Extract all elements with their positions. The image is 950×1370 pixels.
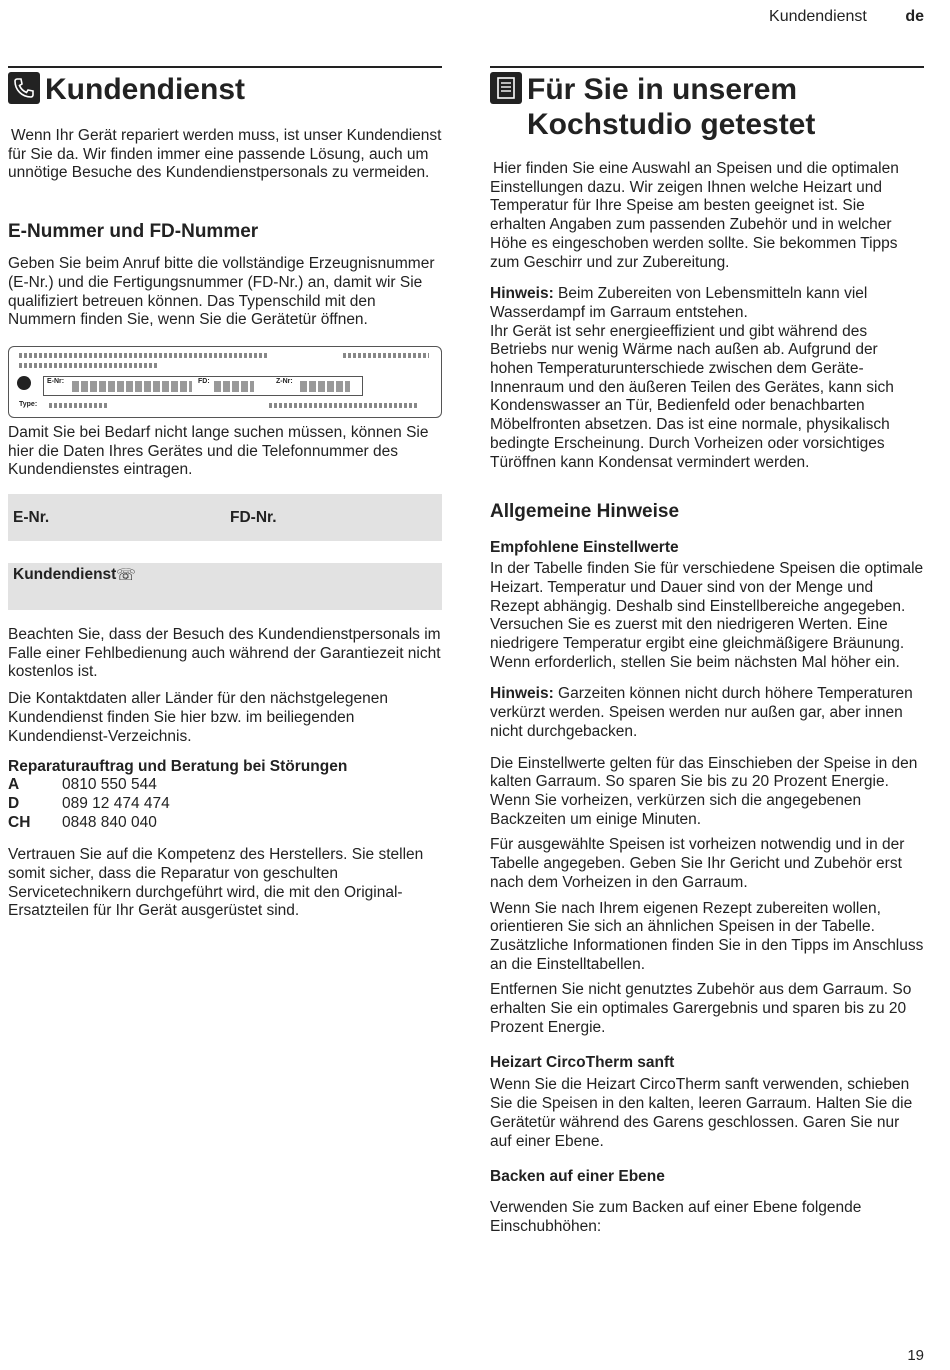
header-section: Kundendienst <box>769 8 867 25</box>
zubehoer-text: Entfernen Sie nicht genutztes Zubehör aus dem Garraum. So erhalten Sie ein optimales Garergebnis und sparen bis zu 20 Prozent Energie. <box>490 981 912 1036</box>
kundendienst-entry-box <box>8 563 442 610</box>
enr-text: Geben Sie beim Anruf bitte die vollständige Erzeugnisnummer (E-Nr.) und die Fertigungsnummer (FD-Nr.) an, damit wir Sie qualifiziert betreuen können. Das Typenschild mit den Nummern finden Sie, wenn Sie die Gerätetür öffnen. <box>8 255 435 329</box>
phone-row: A 0810 550 544 <box>8 776 157 794</box>
type-plate <box>8 346 442 418</box>
plate-znr-label: Z-Nr: <box>276 377 293 385</box>
running-header <box>769 8 924 26</box>
document-icon <box>490 72 522 104</box>
rezept-text: Wenn Sie nach Ihrem eigenen Rezept zubereiten wollen, orientieren Sie sich an ähnlichen Speisen in der Tabelle. Zusätzliche Informationen finden Sie in den Tipps im Anschluss an die Einstelltabellen. <box>490 899 924 973</box>
after-plate-text: Damit Sie bei Bedarf nicht lange suchen müssen, können Sie hier die Daten Ihres Gerätes und die Telefonnummer des Kundendienstes eintragen. <box>8 423 429 479</box>
phone-table <box>8 776 170 832</box>
phone-row: CH 0848 840 040 <box>8 813 157 831</box>
trust-text: Vertrauen Sie auf die Kompetenz des Herstellers. Sie stellen somit sicher, dass die Reparatur von geschulten Servicetechnikern durchgeführt wird, die mit den Original-Ersatzteilen für Ihr Gerät ausgerüstet sind. <box>8 846 424 920</box>
kochstudio-title-line1: Für Sie in unserem <box>527 73 798 106</box>
visit-text: Beachten Sie, dass der Besuch des Kundendienstpersonals im Falle einer Fehlbedienung auch während der Garantiezeit nicht kostenlos ist. <box>8 626 441 681</box>
kundendienst-heading-row <box>8 66 442 107</box>
kd-intro: Wenn Ihr Gerät repariert werden muss, ist unser Kundendienst für Sie da. Wir finden immer eine passende Lösung, auch um unnötige Besuche des Kundendienstpersonals zu vermeiden. <box>8 127 442 182</box>
kochstudio-intro: Hier finden Sie eine Auswahl an Speisen und die optimalen Einstellungen dazu. Wir zeigen Ihnen welche Heizart und Temperatur für Ihre Speise am besten geeignet ist. Sie erhalten Angaben zum passenden Zubehör und in welcher Höhe es eingeschoben werden sollte. Sie bekommen Tipps zum Geschirr und zur Zubereitung. <box>490 160 899 271</box>
enr-heading: E-Nummer und FD-Nummer <box>8 221 259 243</box>
right-column <box>490 66 924 1237</box>
circotherm-heading: Heizart CircoTherm sanft <box>490 1054 675 1072</box>
plate-fd-label: FD: <box>198 377 210 385</box>
box-kd-label: Kundendienst <box>13 566 117 584</box>
enr-fdnr-entry-box <box>8 494 442 541</box>
hinweis-1 <box>490 285 924 322</box>
telephone-icon: ☏ <box>116 567 137 585</box>
box-fdnr-label: FD-Nr. <box>230 509 277 527</box>
hinweis-1-more: Ihr Gerät ist sehr energieeffizient und gibt während des Betriebs nur wenig Wärme nach außen ab. Aufgrund der hohen Temperaturunterschiede zwischen dem Geräte-Innenraum und den äußeren Teilen des Gerätes, kann sich Kondenswasser an Tür, Bedienfeld oder benachbarten Möbelfronten absetzen. Das ist eine normale, physikalisch bedingte Erscheinung. Durch Vorheizen oder vorsichtiges Türöffnen kann Kondensat vermindert werden. <box>490 322 894 471</box>
repair-heading: Reparaturauftrag und Beratung bei Störungen <box>8 758 348 776</box>
empfohlene-text: In der Tabelle finden Sie für verschiedene Speisen die optimale Heizart. Temperatur und Dauer sind von der Menge und Rezept abhängig. Deshalb sind Einstellbereiche angegeben. Versuchen Sie es zuerst mit den niedrigeren Werten. Eine niedrigere Temperatur ergibt eine gleichmäßigere Bräunung. Wenn erforderlich, stellen Sie beim nächsten Mal höher ein. <box>490 560 924 671</box>
hinweis-2 <box>490 685 924 741</box>
empfohlene-heading: Empfohlene Einstellwerte <box>490 539 679 557</box>
header-language: de <box>905 8 924 25</box>
kochstudio-title-line2: Kochstudio getestet <box>527 108 816 141</box>
type-plate-number-field <box>43 376 363 396</box>
box-enr-label: E-Nr. <box>13 509 50 527</box>
hinweis-2-text: Garzeiten können nicht durch höhere Temperaturen verkürzt werden. Speisen werden nur außen gar, aber innen nicht durchgebacken. <box>490 685 913 740</box>
page-number: 19 <box>907 1347 924 1364</box>
backen-heading: Backen auf einer Ebene <box>490 1168 665 1186</box>
hinweis-label: Hinweis: <box>490 285 554 303</box>
hinweis-label: Hinweis: <box>490 685 554 703</box>
plate-type-label: Type: <box>19 400 38 408</box>
contact-text: Die Kontaktdaten aller Länder für den nächstgelegenen Kundendienst finden Sie hier bzw. im beiliegenden Kundendienst-Verzeichnis. <box>8 690 389 745</box>
allgemeine-heading: Allgemeine Hinweise <box>490 501 680 523</box>
kalt-text: Die Einstellwerte gelten für das Einschieben der Speise in den kalten Garraum. So sparen Sie bis zu 20 Prozent Energie. Wenn Sie vorheizen, verkürzen sich die angegebenen Backzeiten um einige Minuten. <box>490 754 918 828</box>
circotherm-text: Wenn Sie die Heizart CircoTherm sanft verwenden, schieben Sie die Speisen in den kalten, leeren Garraum. Halten Sie die Gerätetür während des Garens geschlossen. Garen Sie nur auf einer Ebene. <box>490 1076 913 1150</box>
backen-text: Verwenden Sie zum Backen auf einer Ebene folgende Einschubhöhen: <box>490 1199 862 1235</box>
page-title: Kundendienst <box>45 73 245 106</box>
kochstudio-heading-row <box>490 66 924 142</box>
left-column <box>8 66 442 921</box>
vorheizen-text: Für ausgewählte Speisen ist vorheizen notwendig und in der Tabelle angegeben. Geben Sie Ihr Gericht und Zubehör erst nach dem Vorheizen in den Garraum. <box>490 836 905 891</box>
plate-enr-label: E-Nr: <box>47 377 65 385</box>
phone-row: D 089 12 474 474 <box>8 794 170 812</box>
hinweis-1-text: Beim Zubereiten von Lebensmitteln kann viel Wasserdampf im Garraum entstehen. <box>490 285 868 321</box>
brand-logo-icon <box>17 376 31 390</box>
phone-icon <box>8 72 40 104</box>
kochstudio-title <box>527 72 815 142</box>
